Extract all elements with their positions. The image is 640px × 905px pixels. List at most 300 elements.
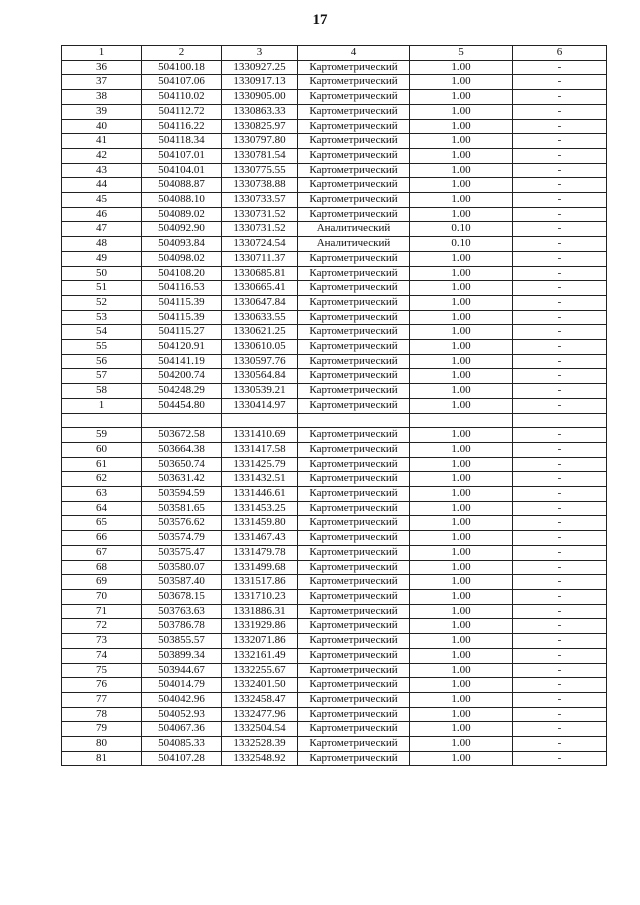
table-cell: 503664.38	[142, 442, 222, 457]
table-cell: 1.00	[410, 60, 513, 75]
table-cell: 61	[62, 457, 142, 472]
table-row	[62, 207, 607, 222]
table-cell: 1330775.55	[222, 163, 298, 178]
table-cell: 1.00	[410, 148, 513, 163]
table-cell: 40	[62, 119, 142, 134]
table-cell: Картометрический	[298, 148, 410, 163]
table-cell: 44	[62, 178, 142, 193]
table-row	[62, 90, 607, 105]
table-cell: 72	[62, 619, 142, 634]
table-cell: 1.00	[410, 75, 513, 90]
table-cell: Аналитический	[298, 222, 410, 237]
table-cell: -	[513, 516, 607, 531]
table-cell: -	[513, 457, 607, 472]
table-row	[62, 310, 607, 325]
table-cell: 503580.07	[142, 560, 222, 575]
table-cell: 503581.65	[142, 501, 222, 516]
table-cell: 1.00	[410, 648, 513, 663]
table-cell: Картометрический	[298, 590, 410, 605]
table-cell: Картометрический	[298, 619, 410, 634]
table-cell: 48	[62, 237, 142, 252]
table-cell: 1332548.92	[222, 751, 298, 766]
table-row	[62, 340, 607, 355]
table-cell: 1.00	[410, 751, 513, 766]
table-cell: 1.00	[410, 178, 513, 193]
table-row	[62, 104, 607, 119]
table-cell: 504116.53	[142, 281, 222, 296]
table-row	[62, 487, 607, 502]
table-cell: 1.00	[410, 428, 513, 443]
table-cell: Картометрический	[298, 692, 410, 707]
table-cell: -	[513, 531, 607, 546]
table-cell: 504115.39	[142, 295, 222, 310]
table-cell: -	[513, 90, 607, 105]
table-cell: 1331417.58	[222, 442, 298, 457]
table-row	[62, 134, 607, 149]
table-cell: 1331710.23	[222, 590, 298, 605]
table-row	[62, 369, 607, 384]
table-cell: 49	[62, 251, 142, 266]
table-cell: 1330610.05	[222, 340, 298, 355]
table-body	[62, 46, 607, 766]
table-cell: Картометрический	[298, 119, 410, 134]
table-cell: 1331467.43	[222, 531, 298, 546]
table-cell: 1332504.54	[222, 722, 298, 737]
table-cell: 73	[62, 634, 142, 649]
table-row	[62, 560, 607, 575]
table-cell: 60	[62, 442, 142, 457]
table-cell: 43	[62, 163, 142, 178]
table-cell	[298, 413, 410, 428]
table-row	[62, 178, 607, 193]
table-cell: 74	[62, 648, 142, 663]
table-cell: 1330711.37	[222, 251, 298, 266]
table-row	[62, 590, 607, 605]
table-cell: -	[513, 295, 607, 310]
table-cell: -	[513, 442, 607, 457]
table-cell: 65	[62, 516, 142, 531]
table-cell: -	[513, 134, 607, 149]
table-cell: 67	[62, 545, 142, 560]
table-cell: -	[513, 560, 607, 575]
table-cell: 0.10	[410, 222, 513, 237]
table-row	[62, 354, 607, 369]
table-cell: 53	[62, 310, 142, 325]
table-cell: 1.00	[410, 472, 513, 487]
table-cell: 1330414.97	[222, 398, 298, 413]
table-cell	[222, 413, 298, 428]
table-cell: 503587.40	[142, 575, 222, 590]
table-row	[62, 751, 607, 766]
table-cell: 504115.39	[142, 310, 222, 325]
table-cell: 1.00	[410, 325, 513, 340]
table-cell: 1.00	[410, 354, 513, 369]
table-cell: 1332401.50	[222, 678, 298, 693]
table-cell: 1332528.39	[222, 737, 298, 752]
table-cell: -	[513, 266, 607, 281]
table-cell: 1331479.78	[222, 545, 298, 560]
table-cell: 1330731.52	[222, 207, 298, 222]
table-cell: 47	[62, 222, 142, 237]
table-cell: Картометрический	[298, 134, 410, 149]
table-row	[62, 663, 607, 678]
table-cell: 1331459.80	[222, 516, 298, 531]
table-row	[62, 472, 607, 487]
table-cell: 37	[62, 75, 142, 90]
table-cell: 1.00	[410, 663, 513, 678]
table-cell: 46	[62, 207, 142, 222]
table-cell: 504100.18	[142, 60, 222, 75]
table-cell: 1330797.80	[222, 134, 298, 149]
table-cell: 50	[62, 266, 142, 281]
table-cell: Картометрический	[298, 60, 410, 75]
table-cell: 1331517.86	[222, 575, 298, 590]
header-cell: 2	[142, 46, 222, 61]
table-cell: 504200.74	[142, 369, 222, 384]
table-cell: Картометрический	[298, 193, 410, 208]
table-cell: 1.00	[410, 369, 513, 384]
table-cell: 1.00	[410, 634, 513, 649]
table-row	[62, 295, 607, 310]
table-row	[62, 531, 607, 546]
table-row	[62, 398, 607, 413]
table-cell: 62	[62, 472, 142, 487]
table-cell: 54	[62, 325, 142, 340]
table-cell: -	[513, 237, 607, 252]
table-cell: 1330597.76	[222, 354, 298, 369]
table-cell: Картометрический	[298, 516, 410, 531]
coordinates-table	[61, 45, 607, 766]
table-cell: 1330633.55	[222, 310, 298, 325]
table-cell: 41	[62, 134, 142, 149]
table-cell: -	[513, 648, 607, 663]
table-cell: 503672.58	[142, 428, 222, 443]
table-cell: 1331453.25	[222, 501, 298, 516]
table-row	[62, 193, 607, 208]
table-cell: -	[513, 590, 607, 605]
table-cell: 1331432.51	[222, 472, 298, 487]
table-cell: 75	[62, 663, 142, 678]
table-cell: -	[513, 384, 607, 399]
table-cell: -	[513, 251, 607, 266]
table-cell: Картометрический	[298, 751, 410, 766]
table-cell: Картометрический	[298, 428, 410, 443]
table-cell: 1330927.25	[222, 60, 298, 75]
table-cell: 1330781.54	[222, 148, 298, 163]
table-cell: 52	[62, 295, 142, 310]
table-cell: 1330905.00	[222, 90, 298, 105]
table-row	[62, 619, 607, 634]
table-cell: 1330564.84	[222, 369, 298, 384]
table-cell: Картометрический	[298, 384, 410, 399]
table-cell: -	[513, 310, 607, 325]
table-cell: Картометрический	[298, 104, 410, 119]
table-cell	[410, 413, 513, 428]
table-cell	[62, 413, 142, 428]
table-cell: -	[513, 222, 607, 237]
table-row	[62, 634, 607, 649]
table-cell: -	[513, 707, 607, 722]
table-cell: 66	[62, 531, 142, 546]
table-cell: -	[513, 501, 607, 516]
table-cell: 1.00	[410, 590, 513, 605]
table-cell	[142, 413, 222, 428]
table-row	[62, 384, 607, 399]
table-cell: 71	[62, 604, 142, 619]
table-cell: 1331446.61	[222, 487, 298, 502]
table-cell: 1.00	[410, 193, 513, 208]
table-cell: Картометрический	[298, 369, 410, 384]
table-cell: -	[513, 178, 607, 193]
table-cell: 504098.02	[142, 251, 222, 266]
table-cell: 1330685.81	[222, 266, 298, 281]
table-cell: 1.00	[410, 737, 513, 752]
table-cell: 1.00	[410, 457, 513, 472]
table-cell: -	[513, 104, 607, 119]
table-cell: 1330539.21	[222, 384, 298, 399]
table-row	[62, 707, 607, 722]
table-cell: 70	[62, 590, 142, 605]
table-cell: 503594.59	[142, 487, 222, 502]
table-cell: -	[513, 75, 607, 90]
table-cell: 1.00	[410, 501, 513, 516]
table-cell: 1330733.57	[222, 193, 298, 208]
table-cell: 504454.80	[142, 398, 222, 413]
table-cell: -	[513, 663, 607, 678]
table-cell: -	[513, 281, 607, 296]
table-cell: Картометрический	[298, 663, 410, 678]
table-cell: 1330724.54	[222, 237, 298, 252]
table-cell: 1.00	[410, 531, 513, 546]
table-cell: Картометрический	[298, 737, 410, 752]
table-cell: 1330863.33	[222, 104, 298, 119]
table-cell: 503631.42	[142, 472, 222, 487]
table-row	[62, 457, 607, 472]
table-cell: 504107.06	[142, 75, 222, 90]
header-cell: 3	[222, 46, 298, 61]
table-cell: 0.10	[410, 237, 513, 252]
table-cell: 504108.20	[142, 266, 222, 281]
table-cell: 504042.96	[142, 692, 222, 707]
table-row	[62, 325, 607, 340]
table-cell: Картометрический	[298, 501, 410, 516]
table-cell: 69	[62, 575, 142, 590]
table-cell: 503575.47	[142, 545, 222, 560]
table-cell: -	[513, 163, 607, 178]
table-cell: 503574.79	[142, 531, 222, 546]
table-cell: Картометрический	[298, 163, 410, 178]
table-cell: 1332071.86	[222, 634, 298, 649]
table-cell: 504118.34	[142, 134, 222, 149]
table-cell: -	[513, 619, 607, 634]
table-cell: 1330647.84	[222, 295, 298, 310]
table-cell: 1.00	[410, 398, 513, 413]
table-row	[62, 692, 607, 707]
table-cell: -	[513, 148, 607, 163]
table-cell: 1332161.49	[222, 648, 298, 663]
table-cell: 504089.02	[142, 207, 222, 222]
table-cell: Картометрический	[298, 340, 410, 355]
table-cell: -	[513, 575, 607, 590]
table-cell: 504052.93	[142, 707, 222, 722]
table-cell: 503650.74	[142, 457, 222, 472]
table-cell: Картометрический	[298, 266, 410, 281]
table-cell: -	[513, 487, 607, 502]
table-cell: 1.00	[410, 134, 513, 149]
table-cell: Картометрический	[298, 472, 410, 487]
table-cell: 1.00	[410, 119, 513, 134]
table-row	[62, 516, 607, 531]
table-cell: -	[513, 325, 607, 340]
table-cell: Картометрический	[298, 325, 410, 340]
table-cell: 1.00	[410, 692, 513, 707]
table-cell	[513, 413, 607, 428]
table-row	[62, 648, 607, 663]
table-cell: -	[513, 193, 607, 208]
header-cell: 1	[62, 46, 142, 61]
table-cell: 504107.01	[142, 148, 222, 163]
table-cell: -	[513, 472, 607, 487]
table-cell: 504248.29	[142, 384, 222, 399]
table-cell: 1331886.31	[222, 604, 298, 619]
table-row	[62, 281, 607, 296]
table-cell: 1332255.67	[222, 663, 298, 678]
table-row	[62, 163, 607, 178]
table-cell: 504092.90	[142, 222, 222, 237]
table-cell: 1	[62, 398, 142, 413]
table-row	[62, 575, 607, 590]
table-cell: 64	[62, 501, 142, 516]
table-cell: -	[513, 692, 607, 707]
table-cell: 1.00	[410, 442, 513, 457]
table-cell: Картометрический	[298, 545, 410, 560]
table-cell: 504088.87	[142, 178, 222, 193]
table-cell: 1.00	[410, 560, 513, 575]
table-cell: 1330621.25	[222, 325, 298, 340]
table-cell: -	[513, 428, 607, 443]
table-cell: -	[513, 340, 607, 355]
table-cell: Картометрический	[298, 560, 410, 575]
table-row	[62, 442, 607, 457]
table-cell: Картометрический	[298, 178, 410, 193]
table-cell: 1331425.79	[222, 457, 298, 472]
table-cell: 59	[62, 428, 142, 443]
table-cell: Картометрический	[298, 398, 410, 413]
table-cell: 1.00	[410, 678, 513, 693]
table-cell: -	[513, 354, 607, 369]
table-cell: 503944.67	[142, 663, 222, 678]
table-cell: -	[513, 722, 607, 737]
table-cell: 504107.28	[142, 751, 222, 766]
table-cell: 1.00	[410, 251, 513, 266]
table-cell: Картометрический	[298, 487, 410, 502]
table-cell: Картометрический	[298, 75, 410, 90]
table-cell: 503786.78	[142, 619, 222, 634]
table-cell: Картометрический	[298, 531, 410, 546]
table-cell: 504141.19	[142, 354, 222, 369]
table-cell: -	[513, 634, 607, 649]
table-cell: Картометрический	[298, 251, 410, 266]
table-cell: 504120.91	[142, 340, 222, 355]
table-cell: 504104.01	[142, 163, 222, 178]
table-cell: 1.00	[410, 104, 513, 119]
table-cell: Картометрический	[298, 604, 410, 619]
table-cell: 1.00	[410, 487, 513, 502]
table-cell: 504014.79	[142, 678, 222, 693]
table-cell: Картометрический	[298, 442, 410, 457]
table-row	[62, 722, 607, 737]
table-cell: 58	[62, 384, 142, 399]
table-cell: 38	[62, 90, 142, 105]
table-cell: -	[513, 60, 607, 75]
header-row	[62, 46, 607, 61]
table-cell: Картометрический	[298, 90, 410, 105]
table-cell: Картометрический	[298, 207, 410, 222]
table-row	[62, 501, 607, 516]
table-row	[62, 148, 607, 163]
table-cell: Картометрический	[298, 575, 410, 590]
table-row	[62, 678, 607, 693]
table-row	[62, 119, 607, 134]
table-cell: 1.00	[410, 340, 513, 355]
page-number: 17	[312, 12, 328, 28]
table-cell: 42	[62, 148, 142, 163]
table-cell: -	[513, 737, 607, 752]
table-cell: Картометрический	[298, 678, 410, 693]
table-cell: 1.00	[410, 281, 513, 296]
table-cell: 1.00	[410, 619, 513, 634]
table-cell: 36	[62, 60, 142, 75]
table-cell: Картометрический	[298, 634, 410, 649]
table-cell: Картометрический	[298, 310, 410, 325]
table-cell: 504088.10	[142, 193, 222, 208]
table-cell: 504115.27	[142, 325, 222, 340]
table-row	[62, 413, 607, 428]
table-row	[62, 737, 607, 752]
table-cell: 1.00	[410, 163, 513, 178]
table-cell: 1.00	[410, 707, 513, 722]
table-cell: 77	[62, 692, 142, 707]
table-cell: 63	[62, 487, 142, 502]
table-cell: 1.00	[410, 310, 513, 325]
table-cell: -	[513, 119, 607, 134]
table-cell: 1332458.47	[222, 692, 298, 707]
table-cell: -	[513, 369, 607, 384]
table-cell: 80	[62, 737, 142, 752]
table-cell: 503576.62	[142, 516, 222, 531]
table-cell: 1330825.97	[222, 119, 298, 134]
table-cell: 504067.36	[142, 722, 222, 737]
table-cell: 1330738.88	[222, 178, 298, 193]
table-cell: 504112.72	[142, 104, 222, 119]
table-cell: Картометрический	[298, 281, 410, 296]
table-cell: 39	[62, 104, 142, 119]
table-cell: 1332477.96	[222, 707, 298, 722]
table-cell: -	[513, 751, 607, 766]
table-cell: Аналитический	[298, 237, 410, 252]
table-cell: -	[513, 398, 607, 413]
table-cell: 503899.34	[142, 648, 222, 663]
table-cell: 68	[62, 560, 142, 575]
table-row	[62, 60, 607, 75]
header-cell: 5	[410, 46, 513, 61]
table-row	[62, 428, 607, 443]
table-cell: 79	[62, 722, 142, 737]
table-cell: 76	[62, 678, 142, 693]
table-cell: 1331929.86	[222, 619, 298, 634]
table-cell: 1330731.52	[222, 222, 298, 237]
table-cell: 503763.63	[142, 604, 222, 619]
